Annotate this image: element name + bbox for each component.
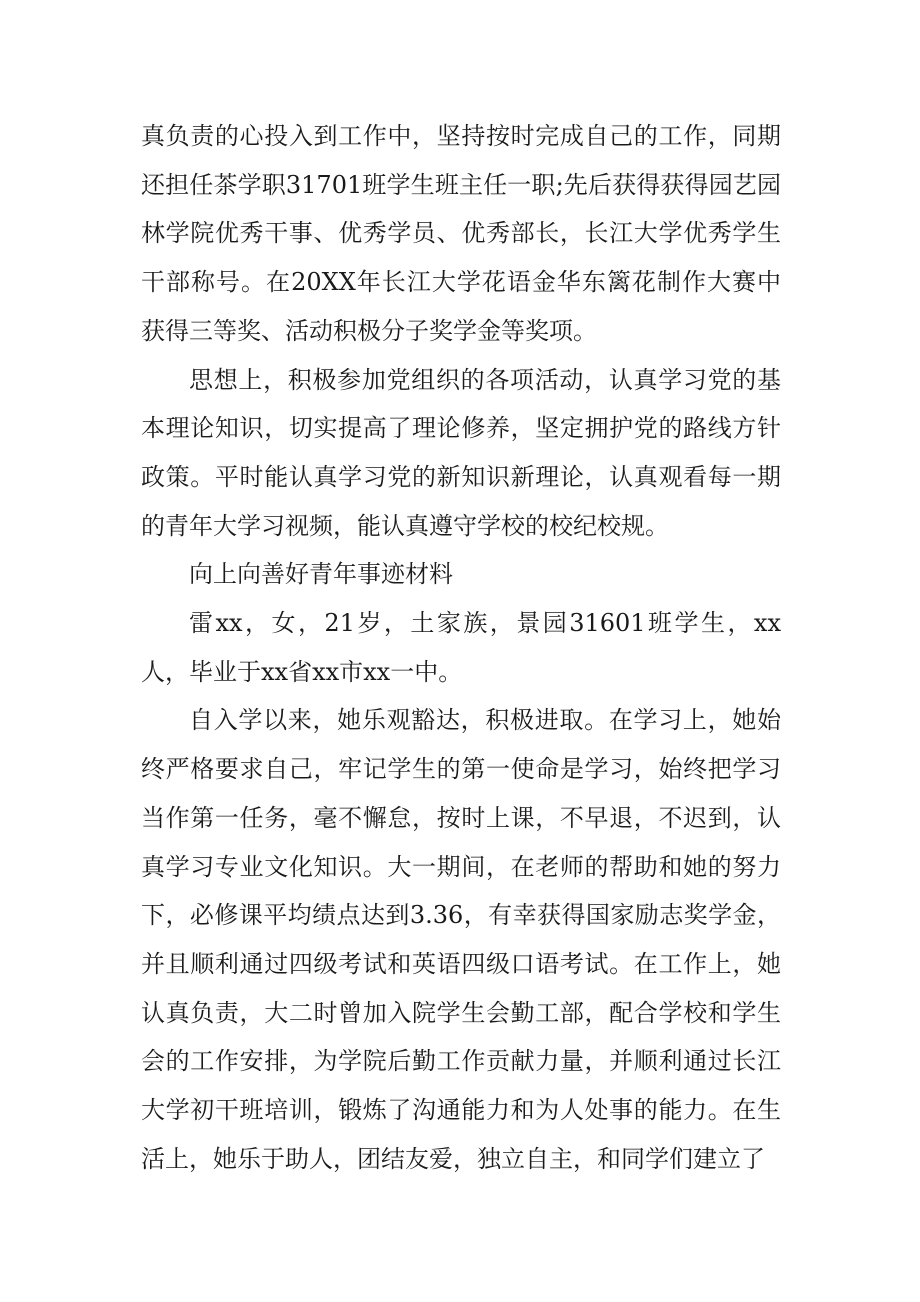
- paragraph-personal-intro: 雷xx，女，21岁，土家族，景园31601班学生，xx人，毕业于xx省xx市xx一中。: [141, 609, 781, 686]
- document-body: [141, 112, 781, 1183]
- paragraph-thought: 思想上，积极参加党组织的各项活动，认真学习党的基本理论知识，切实提高了理论修养，坚定拥护党的路线方针政策。平时能认真学习党的新知识新理论，认真观看每一期的青年大学习视频，能认真遵守学校的校纪校规。: [141, 365, 781, 540]
- section-heading: 向上向善好青年事迹材料: [189, 560, 453, 589]
- paragraph-work-honors: 真负责的心投入到工作中，坚持按时完成自己的工作，同期还担任茶学职31701班学生班主任一职;先后获得获得园艺园林学院优秀干事、优秀学员、优秀部长，长江大学优秀学生干部称号。在20XX年长江大学花语金华东篱花制作大赛中获得三等奖、活动积极分子奖学金等奖项。: [141, 122, 781, 345]
- paragraph-study-work-life: 自入学以来，她乐观豁达，积极进取。在学习上，她始终严格要求自己，牢记学生的第一使命是学习，始终把学习当作第一任务，毫不懈怠，按时上课，不早退，不迟到，认真学习专业文化知识。大一期间，在老师的帮助和她的努力下，必修课平均绩点达到3.36，有幸获得国家励志奖学金，并且顺利通过四级考试和英语四级口语考试。在工作上，她认真负责，大二时曾加入院学生会勤工部，配合学校和学生会的工作安排，为学院后勤工作贡献力量，并顺利通过长江大学初干班培训，锻炼了沟通能力和为人处事的能力。在生活上，她乐于助人，团结友爱，独立自主，和同学们建立了: [141, 706, 781, 1173]
